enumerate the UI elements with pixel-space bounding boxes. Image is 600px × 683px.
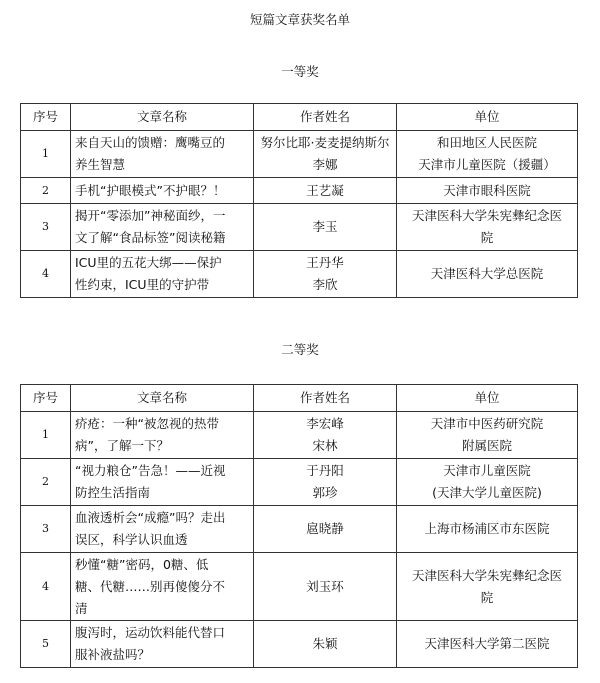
- table-row: [21, 251, 578, 298]
- article-title: [71, 553, 254, 621]
- unit-line: 和田地区人民医院: [436, 135, 537, 150]
- author-line: 刘玉环: [306, 578, 344, 594]
- author-line: 王丹华: [306, 255, 344, 270]
- row-number: 3: [21, 204, 71, 251]
- unit-line: 天津医科大学总医院: [430, 266, 544, 281]
- title-line: ICU里的五花大绑——保护: [75, 255, 222, 270]
- title-line: 糖、代糖……别再傻傻分不: [75, 578, 226, 594]
- second-prize-heading: 二等奖: [281, 342, 319, 357]
- author-line: 扈晓静: [306, 521, 344, 536]
- document-title: 短篇文章获奖名单: [249, 12, 350, 27]
- unit-line: 天津市儿童医院（援疆）: [418, 157, 556, 172]
- author-name: [254, 204, 397, 251]
- article-title: [71, 506, 254, 553]
- row-number: 2: [21, 178, 71, 204]
- second-prize-table: [20, 384, 578, 668]
- title-line: 腹泻时，运动饮料能代替口: [75, 625, 226, 640]
- article-title: [71, 178, 254, 204]
- table-row: [21, 553, 578, 621]
- article-title: [71, 459, 254, 506]
- unit-name: [397, 131, 578, 178]
- table-header-row: [21, 385, 578, 412]
- row-number: 1: [21, 412, 71, 459]
- title-line: 病”，了解一下？: [75, 438, 169, 453]
- unit-name: [397, 553, 578, 621]
- author-name: [254, 131, 397, 178]
- title-line: 来自天山的馈赠：鹰嘴豆的: [75, 135, 226, 150]
- unit-line: 天津市中医药研究院: [430, 416, 544, 431]
- row-number: 3: [21, 506, 71, 553]
- header-author: 作者姓名: [254, 385, 397, 412]
- unit-line: 上海市杨浦区市东医院: [424, 521, 550, 536]
- unit-line: 天津市儿童医院: [443, 463, 531, 478]
- author-name: [254, 178, 397, 204]
- title-line: 文了解“食品标签”阅读秘籍: [75, 230, 226, 245]
- article-title: [71, 251, 254, 298]
- header-author: 作者姓名: [254, 104, 397, 131]
- author-line: 李欣: [312, 277, 338, 292]
- table-header-row: [21, 104, 578, 131]
- row-number: 1: [21, 131, 71, 178]
- table-row: [21, 412, 578, 459]
- unit-name: [397, 204, 578, 251]
- header-no: 序号: [21, 385, 71, 412]
- author-name: [254, 459, 397, 506]
- first-prize-heading: 一等奖: [281, 64, 319, 79]
- header-title: 文章名称: [71, 385, 254, 412]
- title-line: “视力粮仓”告急！——近视: [75, 463, 226, 478]
- table-row: [21, 204, 578, 251]
- title-line: 防控生活指南: [75, 485, 151, 500]
- row-number: 5: [21, 621, 71, 668]
- author-line: 李玉: [312, 219, 338, 234]
- title-line: 性约束，ICU里的守护带: [75, 277, 210, 292]
- author-name: [254, 506, 397, 553]
- title-line: 养生智慧: [75, 157, 126, 172]
- unit-line: 天津医科大学朱宪彝纪念医: [411, 567, 562, 583]
- row-number: 4: [21, 553, 71, 621]
- author-line: 宋林: [312, 438, 338, 453]
- table-row: [21, 131, 578, 178]
- author-line: 王艺凝: [306, 182, 344, 198]
- unit-name: [397, 621, 578, 668]
- unit-line: 附属医院: [461, 438, 512, 453]
- unit-name: [397, 412, 578, 459]
- header-unit: 单位: [397, 104, 578, 131]
- title-line: 疥疮：一种“被忽视的热带: [75, 416, 219, 431]
- table-row: [21, 178, 578, 204]
- author-name: [254, 621, 397, 668]
- header-unit: 单位: [397, 385, 578, 412]
- article-title: [71, 204, 254, 251]
- article-title: [71, 621, 254, 668]
- first-prize-table: [20, 103, 578, 298]
- article-title: [71, 412, 254, 459]
- unit-name: [397, 459, 578, 506]
- title-line: 误区，科学认识血透: [75, 532, 188, 547]
- unit-line: 天津医科大学第二医院: [424, 636, 550, 651]
- author-line: 于丹阳: [306, 463, 344, 478]
- unit-name: [397, 506, 578, 553]
- unit-name: [397, 178, 578, 204]
- author-line: 郭珍: [312, 485, 338, 500]
- header-title: 文章名称: [71, 104, 254, 131]
- article-title: [71, 131, 254, 178]
- title-line: 清: [75, 600, 88, 616]
- author-name: [254, 412, 397, 459]
- title-line: 服补液盐吗？: [75, 647, 151, 662]
- title-line: 揭开“零添加”神秘面纱，一: [75, 208, 226, 223]
- unit-line: 天津医科大学朱宪彝纪念医: [411, 208, 562, 223]
- table-row: [21, 459, 578, 506]
- unit-line: (天津大学儿童医院): [432, 485, 542, 500]
- unit-line: 院: [480, 589, 494, 605]
- title-line: 秒懂“糖”密码，0糖、低: [75, 556, 209, 572]
- unit-line: 院: [480, 230, 494, 245]
- author-line: 李宏峰: [306, 416, 344, 431]
- author-line: 朱颖: [312, 636, 338, 651]
- title-line: 血液透析会“成瘾”吗？走出: [75, 510, 226, 525]
- table-row: [21, 506, 578, 553]
- unit-name: [397, 251, 578, 298]
- table-row: [21, 621, 578, 668]
- header-no: 序号: [21, 104, 71, 131]
- author-name: [254, 251, 397, 298]
- unit-line: 天津市眼科医院: [443, 182, 531, 198]
- row-number: 2: [21, 459, 71, 506]
- title-line: 手机“护眼模式”不护眼？！: [75, 182, 226, 198]
- author-name: [254, 553, 397, 621]
- author-line: 努尔比耶·麦麦提纳斯尔: [260, 135, 390, 150]
- row-number: 4: [21, 251, 71, 298]
- author-line: 李娜: [312, 157, 338, 172]
